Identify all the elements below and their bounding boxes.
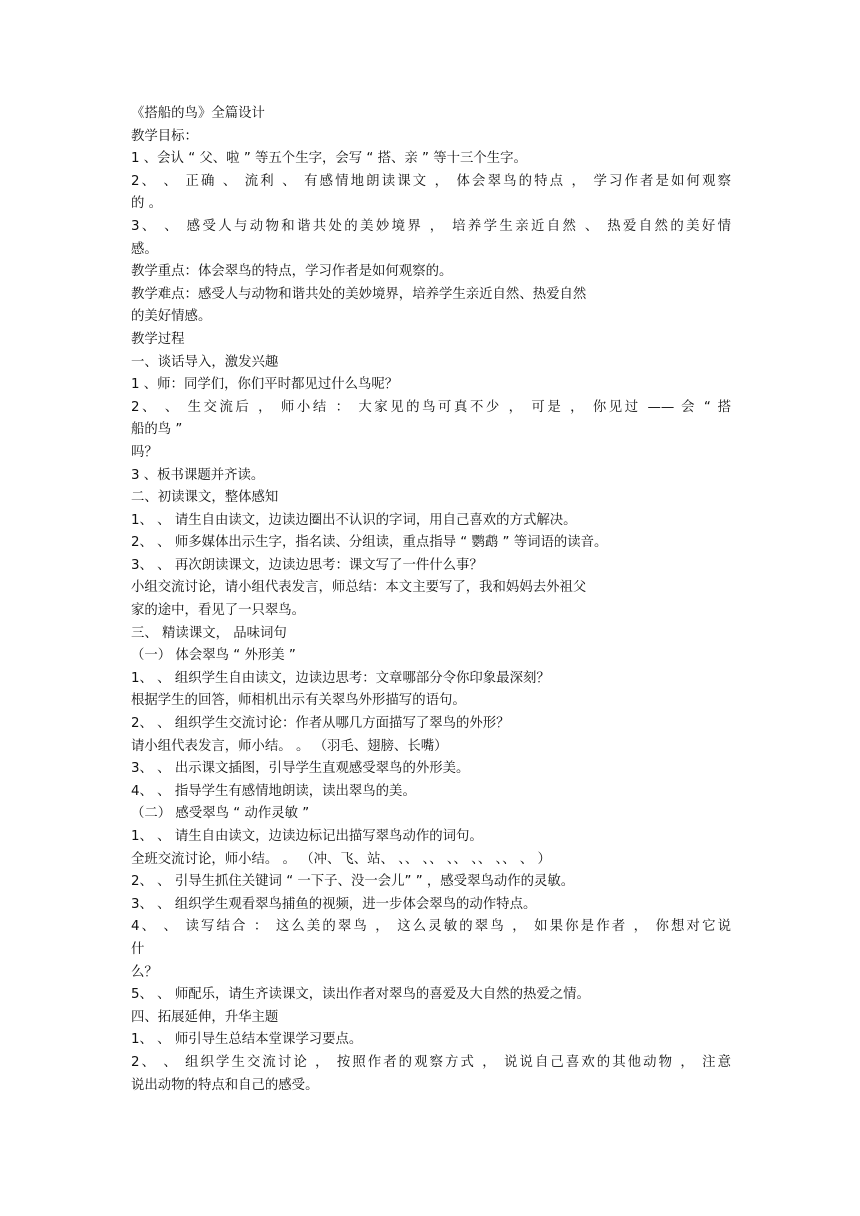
text-line: 2、 、 生交流后 ， 师小结 ： 大家见的鸟可真不少 ， 可是 ， 你见过 —— 会 “ 搭 — [131, 399, 731, 415]
text-line: 请小组代表发言，师小结。 。 （羽毛、翅膀、长嘴） — [131, 738, 448, 754]
text-line: 小组交流讨论，请小组代表发言，师总结：本文主要写了，我和妈妈去外祖父 — [131, 580, 587, 596]
text-line: 全班交流讨论，师小结。 。 （冲、飞、站、 、、 、、 、、 、、 、、 、 ） — [131, 851, 551, 867]
text-line: 教学重点：体会翠鸟的特点，学习作者是如何观察的。 — [131, 264, 453, 280]
text-line: 《搭船的鸟》全篇设计 — [131, 106, 265, 121]
text-line: 四、拓展延伸，升华主题 — [131, 1009, 279, 1025]
text-line: 1、 、 请生自由读文，边读边标记出描写翠鸟动作的词句。 — [131, 829, 483, 844]
text-line: 1、 、 组织学生自由读文，边读边思考：文章哪部分令你印象最深刻？ — [131, 670, 550, 686]
text-line: 二、初读课文，整体感知 — [131, 490, 279, 506]
text-line: 2、 、 组织学生交流讨论 ， 按照作者的观察方式 ， 说说自己喜欢的其他动物 ， 注意 — [131, 1054, 731, 1070]
text-line: 的美好情感。 — [131, 309, 212, 325]
text-line: 1、 、 师引导生总结本堂课学习要点。 — [131, 1032, 363, 1048]
text-line: 1 、师：同学们，你们平时都见过什么鸟呢？ — [131, 377, 399, 393]
text-line: 根据学生的回答，师相机出示有关翠鸟外形描写的语句。 — [131, 693, 466, 709]
text-line: 教学难点：感受人与动物和谐共处的美妙境界，培养学生亲近自然、热爱自然 — [131, 286, 587, 302]
text-line: 3、 、 再次朗读课文，边读边思考：课文写了一件什么事？ — [131, 557, 483, 573]
text-line: 家的途中，看见了一只翠鸟。 — [131, 603, 306, 619]
text-line: 4、 、 读写结合 ： 这么美的翠鸟 ， 这么灵敏的翠鸟 ， 如果你是作者 ， 你想对它说 — [131, 919, 731, 935]
text-line: 么？ — [131, 964, 158, 980]
document-body — [131, 103, 731, 1097]
text-line: 三、 精读课文， 品味词句 — [131, 625, 287, 641]
text-line: 什 — [131, 941, 145, 957]
text-line: 说出动物的特点和自己的感受。 — [131, 1077, 319, 1093]
text-line: （二） 感受翠鸟 “ 动作灵敏 ” — [131, 806, 310, 822]
text-line: 1 、会认 “ 父、啦 ” 等五个生字，会写 “ 搭、亲 ” 等十三个生字。 — [131, 151, 527, 167]
text-line: 3、 、 出示课文插图，引导学生直观感受翠鸟的外形美。 — [131, 761, 470, 777]
text-line: 4、 、 指导学生有感情地朗读，读出翠鸟的美。 — [131, 783, 416, 799]
text-line: 教学目标： — [131, 128, 198, 144]
text-line: 2、 、 师多媒体出示生字，指名读、分组读，重点指导 “ 鹦鹉 ” 等词语的读音。 — [131, 535, 608, 551]
text-line: 3、 、 感受人与动物和谐共处的美妙境界 ， 培养学生亲近自然 、 热爱自然的美好情 — [131, 218, 731, 234]
text-line: 一、谈话导入，激发兴趣 — [131, 354, 279, 370]
text-line: 1、 、 请生自由读文，边读边圈出不认识的字词，用自己喜欢的方式解决。 — [131, 512, 577, 528]
text-line: 感。 — [131, 241, 158, 257]
text-line: 教学过程 — [131, 331, 185, 347]
text-line: 3、 、 组织学生观看翠鸟捕鱼的视频，进一步体会翠鸟的动作特点。 — [131, 896, 537, 912]
text-line: 2、 、 组织学生交流讨论：作者从哪几方面描写了翠鸟的外形？ — [131, 716, 510, 732]
text-line: 吗？ — [131, 444, 158, 460]
text-line: 3 、板书课题并齐读。 — [131, 467, 265, 483]
text-line: 的 。 — [131, 196, 163, 212]
text-line: 2、 、 引导生抓住关键词 “ 一下子、没一会儿” ” ，感受翠鸟动作的灵敏。 — [131, 874, 575, 890]
text-line: 船的鸟 ” — [131, 422, 183, 438]
text-line: （一） 体会翠鸟 “ 外形美 ” — [131, 648, 296, 664]
text-line: 5、 、 师配乐，请生齐读课文，读出作者对翠鸟的喜爱及大自然的热爱之情。 — [131, 987, 590, 1003]
text-line: 2、 、 正确 、 流利 、 有感情地朗读课文 ， 体会翠鸟的特点 ， 学习作者是如何观察 — [131, 173, 731, 189]
